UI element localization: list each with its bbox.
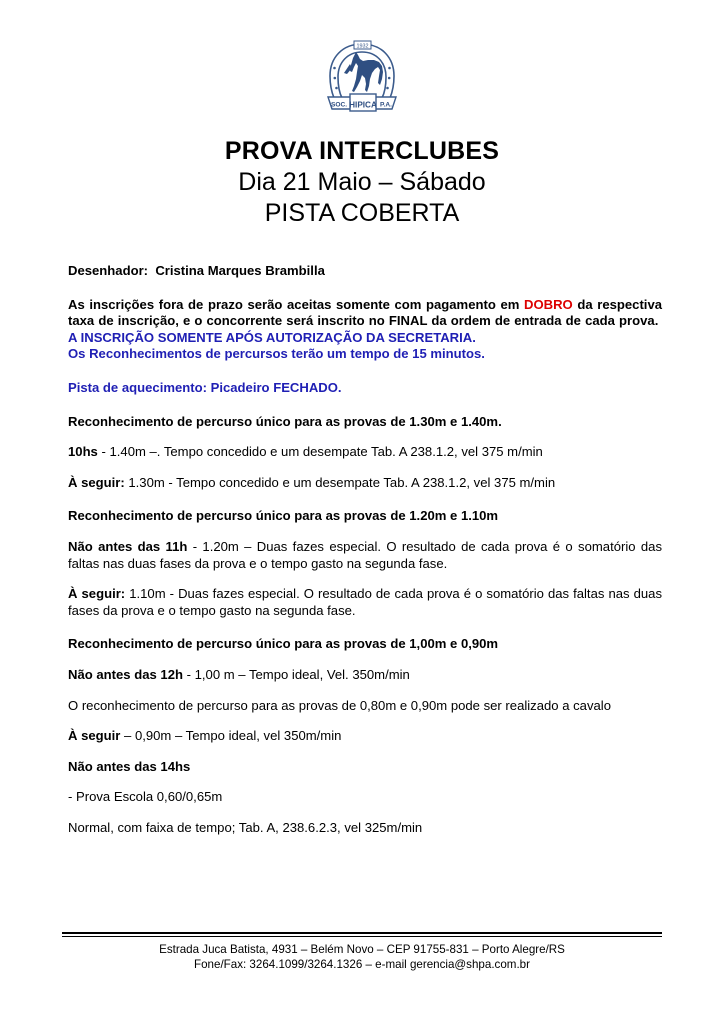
- entry-rest: 1.30m - Tempo concedido e um desempate Tab. A 238.1.2, vel 375 m/min: [124, 474, 556, 490]
- svg-text:SOC.: SOC.: [330, 101, 348, 109]
- svg-text:HIPICA: HIPICA: [349, 100, 377, 110]
- warmup-track-line: Pista de aquecimento: Picadeiro FECHADO.: [68, 379, 342, 395]
- svg-text:1932: 1932: [356, 43, 369, 50]
- section-2-entry-2: [68, 586, 662, 619]
- entry-rest: - 1.20m – Duas fazes especial. O resultado de cada prova é o somatório das faltas nas duas fases da prova e o tempo gasto na segunda fase.: [68, 538, 662, 571]
- section-1-entry-2: [68, 475, 662, 492]
- entry-rest: O reconhecimento de percurso para as provas de 0,80m e 0,90m pode ser realizado a cavalo: [68, 697, 611, 713]
- entry-lead: Não antes das 12h: [68, 666, 183, 682]
- entry-lead: À seguir:: [68, 474, 125, 490]
- page-title: PROVA INTERCLUBES: [224, 137, 500, 165]
- footer-phone-email: Fone/Fax: 3264.1099/3264.1326 – e-mail gerencia@shpa.com.br: [194, 958, 530, 971]
- section-3-entry-2: [68, 698, 662, 715]
- entry-lead: À seguir:: [68, 586, 126, 602]
- designer-label: Desenhador:: [68, 263, 149, 278]
- section-heading-1: Reconhecimento de percurso único para as provas de 1.30m e 1.40m.: [68, 413, 502, 429]
- section-heading-2: Reconhecimento de percurso único para as provas de 1.20m e 1.10m: [68, 508, 499, 524]
- entry-lead: Não antes das 11h: [68, 538, 188, 554]
- notice-authorization-highlight: A INSCRIÇÃO SOMENTE APÓS AUTORIZAÇÃO DA SECRETARIA.: [68, 329, 476, 345]
- section-heading-3: Reconhecimento de percurso único para as provas de 1,00m e 0,90m: [68, 636, 499, 652]
- designer-name: Cristina Marques Brambilla: [155, 263, 325, 278]
- entry-rest: - 1.40m –. Tempo concedido e um desempate Tab. A 238.1.2, vel 375 m/min: [97, 444, 543, 460]
- final-line-2: Normal, com faixa de tempo; Tab. A, 238.6.2.3, vel 325m/min: [68, 819, 423, 835]
- logo-container: [0, 38, 724, 114]
- final-heading: Não antes das 14hs: [68, 758, 191, 774]
- section-3-entry-3: [68, 728, 662, 745]
- footer: [62, 932, 662, 972]
- designer-line: [68, 263, 662, 280]
- page-subtitle-date: Dia 21 Maio – Sábado: [238, 168, 486, 196]
- entry-rest: - 1,00 m – Tempo ideal, Vel. 350m/min: [182, 666, 410, 682]
- notice-dobro-highlight: DOBRO: [523, 296, 573, 312]
- final-line-1: - Prova Escola 0,60/0,65m: [68, 789, 223, 805]
- entry-lead: 10hs: [68, 444, 98, 460]
- svg-text:P.A.: P.A.: [380, 101, 392, 109]
- soc-hipica-pa-logo-icon: [320, 38, 404, 114]
- late-entry-notice: [68, 297, 662, 347]
- entry-rest: 1.10m - Duas fazes especial. O resultado de cada prova é o somatório das faltas nas duas fases da prova e o tempo gasto na segunda fase.: [68, 586, 662, 618]
- notice-part-1: As inscrições fora de prazo serão aceitas somente com pagamento em: [68, 296, 524, 312]
- recognition-time-note: Os Reconhecimentos de percursos terão um tempo de 15 minutos.: [68, 346, 485, 362]
- section-2-entry-1: [68, 539, 662, 572]
- entry-rest: – 0,90m – Tempo ideal, vel 350m/min: [120, 728, 342, 744]
- footer-divider-thin: [62, 936, 662, 937]
- footer-address: Estrada Juca Batista, 4931 – Belém Novo – CEP 91755-831 – Porto Alegre/RS: [159, 943, 565, 956]
- logo-ribbon: [328, 94, 396, 111]
- section-3-entry-1: [68, 667, 662, 684]
- page-subtitle-venue: PISTA COBERTA: [264, 199, 460, 227]
- logo-year: [354, 41, 371, 50]
- notice-part-2: da respectiva taxa de inscrição, e o concorrente será inscrito no FINAL da ordem de entrada de cada prova.: [68, 296, 663, 329]
- document-body: [68, 263, 662, 850]
- section-1-entry-1: [68, 444, 662, 461]
- footer-contact-info: [62, 942, 662, 972]
- entry-lead: À seguir: [68, 728, 121, 744]
- title-block: [0, 136, 724, 229]
